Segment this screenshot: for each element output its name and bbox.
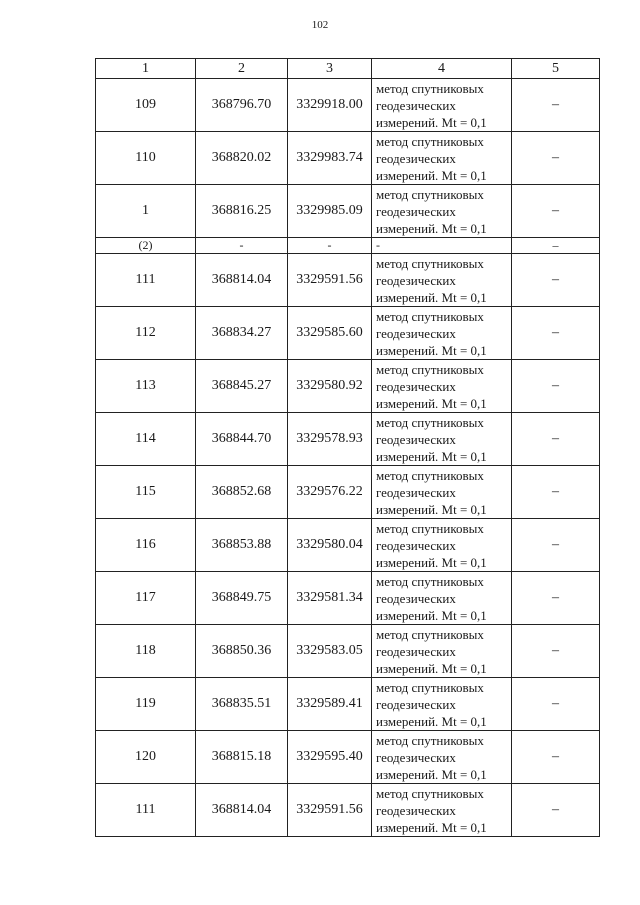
note-cell: – [512,254,600,307]
method-line: геодезических [376,203,456,219]
point-number-cell: 111 [96,784,196,837]
method-line: метод спутниковых [376,573,484,589]
table-body [96,79,600,837]
method-line: метод спутниковых [376,255,484,271]
point-number-cell: 109 [96,79,196,132]
method-line: метод спутниковых [376,414,484,430]
header-col-3: 3 [288,59,372,79]
note-cell: – [512,466,600,519]
note-cell: – [512,572,600,625]
header-row [96,59,600,79]
method-cell: - [372,238,512,254]
method-line: геодезических [376,590,456,606]
method-line: измерений. Mt = 0,1 [376,819,487,835]
header-col-2: 2 [196,59,288,79]
header-col-1: 1 [96,59,196,79]
x-coordinate-cell: 368853.88 [196,519,288,572]
note-cell: – [512,238,600,254]
x-coordinate-cell: 368845.27 [196,360,288,413]
method-cell [372,625,512,678]
method-line: геодезических [376,378,456,394]
method-cell [372,360,512,413]
method-line: метод спутниковых [376,732,484,748]
x-coordinate-cell: 368844.70 [196,413,288,466]
y-coordinate-cell: 3329580.92 [288,360,372,413]
method-line: измерений. Mt = 0,1 [376,114,487,130]
y-coordinate-cell: - [288,238,372,254]
table-row [96,413,600,466]
method-line: геодезических [376,431,456,447]
method-cell [372,254,512,307]
y-coordinate-cell: 3329585.60 [288,307,372,360]
y-coordinate-cell: 3329983.74 [288,132,372,185]
method-line: метод спутниковых [376,133,484,149]
point-number-cell: 120 [96,731,196,784]
y-coordinate-cell: 3329589.41 [288,678,372,731]
table-row [96,572,600,625]
method-line: измерений. Mt = 0,1 [376,395,487,411]
method-line: геодезических [376,325,456,341]
method-cell [372,466,512,519]
x-coordinate-cell: 368852.68 [196,466,288,519]
method-line: метод спутниковых [376,80,484,96]
note-cell: – [512,678,600,731]
method-line: метод спутниковых [376,785,484,801]
table-row [96,360,600,413]
method-cell [372,572,512,625]
point-number-cell: 115 [96,466,196,519]
table-row [96,731,600,784]
table-row [96,466,600,519]
note-cell: – [512,413,600,466]
point-number-cell: 119 [96,678,196,731]
y-coordinate-cell: 3329576.22 [288,466,372,519]
x-coordinate-cell: 368835.51 [196,678,288,731]
x-coordinate-cell: - [196,238,288,254]
method-cell [372,519,512,572]
method-line: измерений. Mt = 0,1 [376,501,487,517]
method-line: геодезических [376,484,456,500]
method-line: метод спутниковых [376,626,484,642]
table-row [96,185,600,238]
table-row [96,79,600,132]
x-coordinate-cell: 368834.27 [196,307,288,360]
method-line: геодезических [376,150,456,166]
y-coordinate-cell: 3329580.04 [288,519,372,572]
method-line: метод спутниковых [376,186,484,202]
method-line: геодезических [376,537,456,553]
y-coordinate-cell: 3329578.93 [288,413,372,466]
y-coordinate-cell: 3329985.09 [288,185,372,238]
x-coordinate-cell: 368849.75 [196,572,288,625]
point-number-cell: 112 [96,307,196,360]
y-coordinate-cell: 3329591.56 [288,784,372,837]
table-row [96,625,600,678]
page-number: 102 [311,19,329,31]
method-line: измерений. Mt = 0,1 [376,660,487,676]
method-cell [372,132,512,185]
note-cell: – [512,731,600,784]
method-line: измерений. Mt = 0,1 [376,766,487,782]
method-line: метод спутниковых [376,520,484,536]
note-cell: – [512,307,600,360]
method-line: геодезических [376,749,456,765]
method-line: метод спутниковых [376,679,484,695]
header-col-5: 5 [512,59,600,79]
x-coordinate-cell: 368850.36 [196,625,288,678]
table-row [96,784,600,837]
y-coordinate-cell: 3329583.05 [288,625,372,678]
method-line: измерений. Mt = 0,1 [376,713,487,729]
method-cell [372,79,512,132]
table-row [96,307,600,360]
method-line: измерений. Mt = 0,1 [376,289,487,305]
x-coordinate-cell: 368796.70 [196,79,288,132]
method-cell [372,413,512,466]
method-line: геодезических [376,97,456,113]
table-row [96,132,600,185]
x-coordinate-cell: 368814.04 [196,784,288,837]
method-line: измерений. Mt = 0,1 [376,220,487,236]
table-row [96,678,600,731]
note-cell: – [512,360,600,413]
y-coordinate-cell: 3329591.56 [288,254,372,307]
point-number-cell: 110 [96,132,196,185]
note-cell: – [512,784,600,837]
method-line: геодезических [376,643,456,659]
method-line: геодезических [376,802,456,818]
note-cell: – [512,185,600,238]
method-cell [372,307,512,360]
x-coordinate-cell: 368815.18 [196,731,288,784]
method-cell [372,784,512,837]
note-cell: – [512,79,600,132]
x-coordinate-cell: 368814.04 [196,254,288,307]
method-line: измерений. Mt = 0,1 [376,554,487,570]
method-cell [372,185,512,238]
point-number-cell: 1 [96,185,196,238]
x-coordinate-cell: 368816.25 [196,185,288,238]
table-row [96,254,600,307]
separator-row [96,238,600,254]
point-number-cell: (2) [96,238,196,254]
y-coordinate-cell: 3329595.40 [288,731,372,784]
coordinates-table [95,58,600,837]
note-cell: – [512,132,600,185]
point-number-cell: 118 [96,625,196,678]
method-line: измерений. Mt = 0,1 [376,607,487,623]
method-cell [372,731,512,784]
method-line: измерений. Mt = 0,1 [376,448,487,464]
point-number-cell: 117 [96,572,196,625]
point-number-cell: 111 [96,254,196,307]
method-line: измерений. Mt = 0,1 [376,167,487,183]
method-cell [372,678,512,731]
method-line: метод спутниковых [376,308,484,324]
method-line: метод спутниковых [376,467,484,483]
y-coordinate-cell: 3329918.00 [288,79,372,132]
method-line: метод спутниковых [376,361,484,377]
note-cell: – [512,519,600,572]
table-row [96,519,600,572]
point-number-cell: 114 [96,413,196,466]
method-line: геодезических [376,696,456,712]
point-number-cell: 113 [96,360,196,413]
method-line: геодезических [376,272,456,288]
method-line: измерений. Mt = 0,1 [376,342,487,358]
point-number-cell: 116 [96,519,196,572]
y-coordinate-cell: 3329581.34 [288,572,372,625]
note-cell: – [512,625,600,678]
x-coordinate-cell: 368820.02 [196,132,288,185]
header-col-4: 4 [372,59,512,79]
